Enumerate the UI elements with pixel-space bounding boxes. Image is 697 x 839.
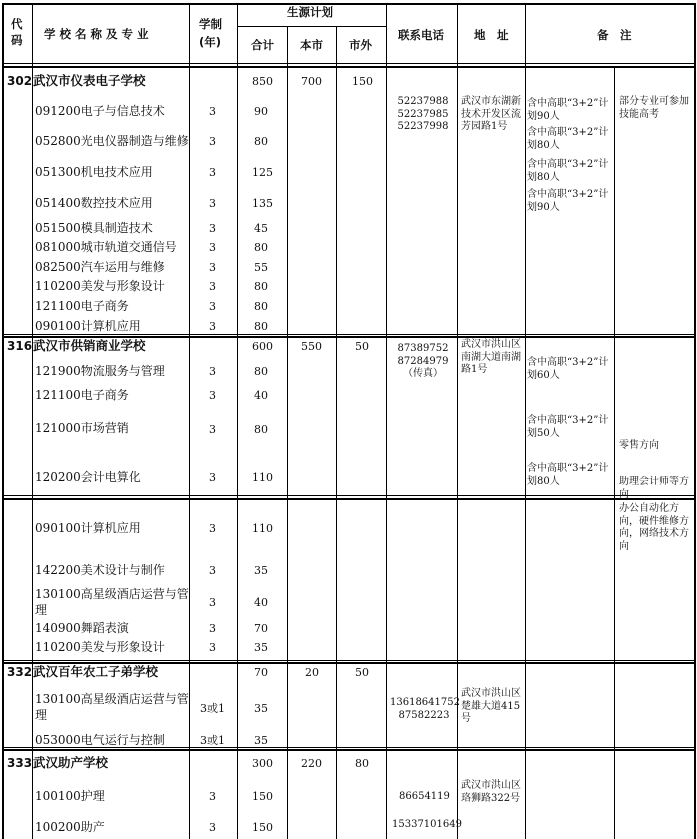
school-divider (2, 334, 696, 335)
phone-line: 13618641752 (390, 697, 460, 708)
col-divider-remarks (614, 66, 615, 839)
major-name: 121000市场营销 (35, 421, 129, 435)
school-divider (2, 660, 696, 661)
school-302-total: 850 (252, 75, 273, 88)
major-years: 3 (209, 423, 216, 436)
major-count: 80 (254, 241, 268, 254)
plan-header-divider (237, 26, 386, 27)
school-316-outside: 50 (355, 340, 369, 353)
major-count: 70 (254, 622, 268, 635)
major-name: 121100电子商务 (35, 299, 129, 313)
school-316-name: 武汉市供销商业学校 (33, 338, 146, 353)
major-count: 110 (252, 522, 273, 535)
phone-line: 52237998 (397, 121, 449, 132)
major-name: 121100电子商务 (35, 388, 129, 402)
table-border-top (2, 3, 696, 5)
major-name: 140900舞蹈表演 (35, 621, 129, 635)
school-333-name: 武汉助产学校 (33, 755, 109, 770)
major-count: 80 (254, 423, 268, 436)
major-count: 80 (254, 300, 268, 313)
col-divider-code (32, 3, 33, 839)
major-name: 051300机电技术应用 (35, 165, 153, 179)
major-years: 3 (209, 641, 216, 654)
major-name: 100200助产 (35, 820, 105, 834)
major-years: 3或1 (200, 734, 225, 747)
col-divider-total (287, 26, 288, 839)
header-code-line1: 代 (11, 17, 23, 31)
col-divider-duration (237, 3, 238, 839)
major-years: 3 (209, 135, 216, 148)
major-years: 3 (209, 471, 216, 484)
major-count: 135 (252, 197, 273, 210)
school-333-phone-1: 86654119 (399, 791, 450, 802)
school-316-total: 600 (252, 340, 273, 353)
major-years: 3 (209, 166, 216, 179)
school-332-code: 332 (7, 665, 33, 679)
major-count: 35 (254, 641, 268, 654)
major-remark: 含中高职“3+2”计划80人 (527, 127, 609, 151)
major-remark: 含中高职“3+2”计划90人 (527, 189, 609, 213)
school-302-address: 武汉市东湖新技术开发区流芳园路1号 (461, 96, 521, 132)
header-outside: 市外 (349, 38, 372, 52)
major-name: 051500模具制造技术 (35, 221, 153, 235)
major-count: 150 (252, 790, 273, 803)
major-count: 80 (254, 135, 268, 148)
major-years: 3 (209, 596, 216, 609)
major-name: 053000电气运行与控制 (35, 733, 165, 747)
major-count: 35 (254, 702, 268, 715)
major-name: 110200美发与形象设计 (35, 640, 165, 654)
major-years: 3 (209, 261, 216, 274)
phone-line: 52237985 (397, 108, 449, 120)
header-remarks: 备 注 (597, 28, 632, 42)
header-local: 本市 (300, 38, 323, 52)
school-302-name: 武汉市仪表电子学校 (33, 73, 146, 88)
major-years: 3 (209, 622, 216, 635)
major-years: 3 (209, 790, 216, 803)
major-remark: 含中高职“3+2”计划50人 (527, 415, 609, 439)
major-years: 3 (209, 241, 216, 254)
major-count: 35 (254, 564, 268, 577)
phone-line: 87284979 (397, 355, 449, 367)
major-name: 090100计算机应用 (35, 319, 141, 333)
major-name: 090100计算机应用 (35, 521, 141, 535)
school-333-outside: 80 (355, 757, 369, 770)
major-name: 051400数控技术应用 (35, 196, 153, 210)
school-332-phones (390, 697, 458, 722)
major-years: 3 (209, 197, 216, 210)
school-333-total: 300 (252, 757, 273, 770)
school-302-local: 700 (301, 75, 322, 88)
header-divider (2, 63, 696, 64)
table-border-right (694, 3, 696, 839)
major-years: 3 (209, 320, 216, 333)
col-divider-address (525, 3, 526, 839)
school-divider (2, 747, 696, 748)
school-302-phones (392, 96, 454, 134)
major-count: 45 (254, 222, 268, 235)
school-332-outside: 50 (355, 666, 369, 679)
header-divider (2, 66, 696, 68)
school-divider (2, 749, 696, 751)
major-years: 3 (209, 522, 216, 535)
header-plan: 生源计划 (287, 5, 333, 19)
major-name: 142200美术设计与制作 (35, 563, 165, 577)
school-316-code: 316 (7, 339, 33, 353)
school-302-note: 部分专业可参加技能高考 (619, 96, 689, 120)
col-divider-local (336, 26, 337, 839)
major-years: 3 (209, 564, 216, 577)
major-name: 120200会计电算化 (35, 470, 141, 484)
major-count: 40 (254, 389, 268, 402)
header-duration-line1: 学制 (199, 17, 222, 31)
major-remark: 含中高职“3+2”计划90人 (527, 98, 609, 122)
phone-line: 87389752 (397, 343, 449, 354)
major-years: 3 (209, 280, 216, 293)
col-divider-plan (386, 3, 387, 839)
major-count: 150 (252, 821, 273, 834)
school-333-code: 333 (7, 756, 33, 770)
school-333-address: 武汉市洪山区珞狮路322号 (461, 780, 521, 804)
school-316-phones (392, 343, 454, 381)
school-332-name: 武汉百年农工子弟学校 (33, 664, 159, 679)
header-duration-line2: (年) (199, 35, 222, 49)
major-count: 90 (254, 105, 268, 118)
school-302-code: 302 (7, 74, 33, 88)
table-border-left (2, 3, 4, 839)
major-years: 3 (209, 821, 216, 834)
header-code-line2: 码 (11, 33, 23, 47)
header-address: 地 址 (474, 28, 509, 42)
major-note: 助理会计师等方向 (619, 476, 689, 498)
phone-line: （传真） (403, 368, 443, 379)
major-years: 3 (209, 105, 216, 118)
school-332-total: 70 (254, 666, 268, 679)
major-years: 3 (209, 300, 216, 313)
school-332-address: 武汉市洪山区楚雄大道415号 (461, 688, 521, 724)
major-name: 130100高星级酒店运营与管理 (35, 587, 189, 617)
school-302-outside: 150 (352, 75, 373, 88)
major-name: 091200电子与信息技术 (35, 104, 165, 118)
major-note: 零售方向 (619, 440, 659, 451)
major-remark: 含中高职“3+2”计划80人 (527, 159, 609, 183)
school-332-local: 20 (305, 666, 319, 679)
major-remark: 含中高职“3+2”计划60人 (527, 357, 609, 381)
section-divider (2, 498, 696, 500)
header-total: 合计 (251, 38, 274, 52)
header-phone: 联系电话 (398, 28, 444, 42)
section-divider (2, 495, 696, 496)
major-count: 55 (254, 261, 268, 274)
major-note: 办公自动化方向，硬件维修方向，网络技术方向 (619, 503, 689, 552)
phone-line: 52237988 (397, 96, 449, 107)
major-count: 110 (252, 471, 273, 484)
major-count: 80 (254, 320, 268, 333)
major-count: 80 (254, 280, 268, 293)
major-years: 3 (209, 365, 216, 378)
major-name: 100100护理 (35, 789, 105, 803)
major-years: 3或1 (200, 702, 225, 715)
major-count: 40 (254, 596, 268, 609)
school-333-local: 220 (301, 757, 322, 770)
major-name: 052800光电仪器制造与维修 (35, 134, 189, 148)
major-name: 110200美发与形象设计 (35, 279, 165, 293)
major-name: 082500汽车运用与维修 (35, 260, 165, 274)
major-count: 35 (254, 734, 268, 747)
major-years: 3 (209, 389, 216, 402)
school-333-phone-2: 15337101649 (392, 819, 462, 830)
phone-line: 87582223 (398, 709, 450, 721)
school-316-address: 武汉市洪山区南湖大道南湖路1号 (461, 339, 521, 375)
school-316-local: 550 (301, 340, 322, 353)
major-name: 081000城市轨道交通信号 (35, 240, 177, 254)
major-remark: 含中高职“3+2”计划80人 (527, 463, 609, 487)
major-name: 121900物流服务与管理 (35, 364, 165, 378)
major-name: 130100高星级酒店运营与管理 (35, 692, 189, 722)
major-count: 125 (252, 166, 273, 179)
major-years: 3 (209, 222, 216, 235)
header-school-major: 学 校 名 称 及 专 业 (44, 27, 149, 41)
major-count: 80 (254, 365, 268, 378)
